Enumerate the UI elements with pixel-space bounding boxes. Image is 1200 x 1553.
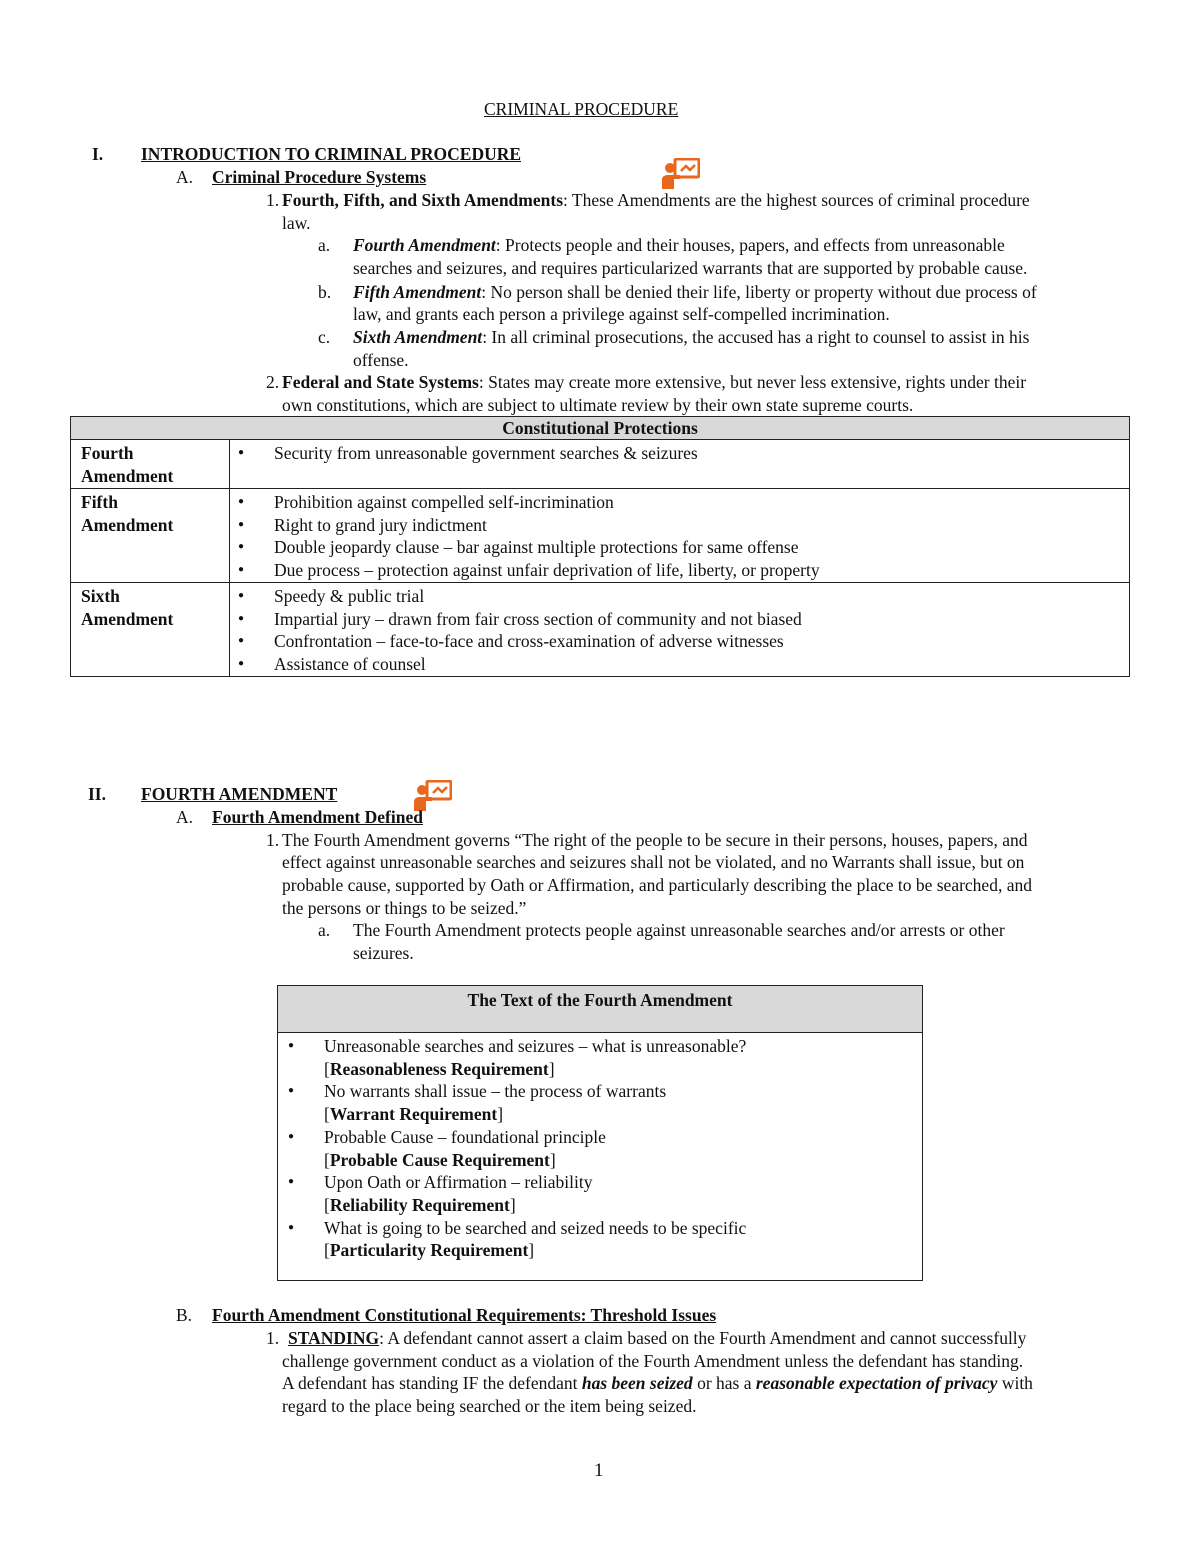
item-label: Federal and State Systems bbox=[282, 372, 479, 392]
paragraph-line bbox=[353, 234, 1005, 257]
item-text: offense. bbox=[353, 350, 409, 370]
list-item: ● Unreasonable searches and seizures – what is unreasonable? [Reasonableness Requirement] bbox=[278, 1035, 922, 1080]
list-item: ● Double jeopardy clause – bar against multiple protections for same offense bbox=[230, 536, 1129, 559]
paragraph-line: seizures. bbox=[353, 943, 414, 963]
requirement-label: Reasonableness Requirement bbox=[329, 1058, 549, 1079]
subsection-title: Criminal Procedure Systems bbox=[212, 167, 427, 187]
list-item: ● No warrants shall issue – the process of warrants [Warrant Requirement] bbox=[278, 1080, 922, 1125]
list-item: ● Due process – protection against unfair deprivation of life, liberty, or property bbox=[230, 559, 1129, 582]
list-number: 1. bbox=[266, 1328, 280, 1348]
list-item: ● Security from unreasonable government searches & seizures bbox=[230, 442, 1129, 465]
item-text: : No person shall be denied their life, liberty or property without due process of bbox=[481, 282, 1037, 302]
list-item: ● Speedy & public trial bbox=[230, 585, 1129, 608]
list-item: ● What is going to be searched and seized needs to be specific [Particularity Requirement] bbox=[278, 1217, 922, 1262]
paragraph-line bbox=[353, 326, 1029, 349]
paragraph-line bbox=[282, 1327, 1026, 1350]
item-label: Sixth Amendment bbox=[353, 327, 483, 347]
amendment-name: Sixth bbox=[81, 585, 120, 606]
table-row bbox=[71, 582, 1130, 676]
item-text: Probable Cause – foundational principle bbox=[324, 1126, 606, 1147]
table-header: The Text of the Fourth Amendment bbox=[278, 986, 922, 1033]
requirement-label: Reliability Requirement bbox=[329, 1194, 510, 1215]
subsection-letter: B. bbox=[176, 1305, 193, 1325]
rights-cell bbox=[230, 440, 1130, 489]
list-item: ● Right to grand jury indictment bbox=[230, 514, 1129, 537]
amendment-name: Amendment bbox=[81, 515, 174, 535]
list-letter: c. bbox=[318, 327, 331, 347]
item-text: What is going to be searched and seized needs to be specific bbox=[324, 1217, 747, 1238]
paragraph-line: effect against unreasonable searches and seizures shall not be violated, and no Warrants shall issue, but on bbox=[282, 852, 1025, 872]
amendment-name: Fifth bbox=[81, 492, 118, 512]
item-text: : A defendant cannot assert a claim based on the Fourth Amendment and cannot successfully bbox=[379, 1328, 1027, 1348]
item-label: STANDING bbox=[288, 1328, 380, 1348]
document-title: CRIMINAL PROCEDURE bbox=[484, 99, 679, 119]
item-text: : These Amendments are the highest sources of criminal procedure bbox=[563, 190, 1030, 210]
item-text: searches and seizures, and requires particularized warrants that are supported by probable cause. bbox=[353, 258, 1028, 278]
item-text: Unreasonable searches and seizures – what is unreasonable? bbox=[324, 1036, 747, 1056]
item-text: : In all criminal prosecutions, the accused has a right to counsel to assist in his bbox=[482, 327, 1030, 347]
item-label: Fourth, Fifth, and Sixth Amendments bbox=[282, 190, 564, 210]
item-label: Fourth Amendment bbox=[353, 235, 496, 255]
section-numeral: I. bbox=[92, 144, 104, 164]
amendment-name: Amendment bbox=[81, 466, 174, 486]
list-letter: a. bbox=[318, 235, 331, 255]
subsection-title: Fourth Amendment Defined bbox=[212, 807, 423, 827]
list-number: 2. bbox=[266, 372, 280, 392]
rights-cell bbox=[230, 582, 1130, 676]
amendment-name: Amendment bbox=[81, 608, 174, 629]
amendment-cell bbox=[71, 440, 230, 489]
amendment-name: Fourth bbox=[81, 443, 134, 463]
table-row bbox=[71, 489, 1130, 583]
item-text: : Protects people and their houses, papers, and effects from unreasonable bbox=[495, 235, 1005, 255]
list-item: ● Impartial jury – drawn from fair cross section of community and not biased bbox=[230, 608, 1129, 631]
list-item: ● Confrontation – face-to-face and cross-examination of adverse witnesses bbox=[230, 630, 1129, 653]
list-item: ● Probable Cause – foundational principle [Probable Cause Requirement] bbox=[278, 1126, 922, 1171]
item-text: with bbox=[997, 1373, 1033, 1393]
item-text: No warrants shall issue – the process of warrants bbox=[324, 1081, 667, 1102]
table-header: Constitutional Protections bbox=[71, 417, 1130, 440]
emphasis-text: reasonable expectation of privacy bbox=[755, 1373, 998, 1393]
requirement-label: Particularity Requirement bbox=[329, 1240, 529, 1261]
subsection-title: Fourth Amendment Constitutional Requirements: Threshold Issues bbox=[212, 1305, 717, 1325]
amendment-cell bbox=[71, 582, 230, 676]
item-text: : States may create more extensive, but never less extensive, rights under their bbox=[478, 372, 1027, 392]
paragraph-line bbox=[282, 189, 1030, 212]
item-text: Upon Oath or Affirmation – reliability bbox=[324, 1172, 593, 1193]
item-text: law, and grants each person a privilege against self-compelled incrimination. bbox=[353, 304, 890, 324]
item-label: Fifth Amendment bbox=[353, 282, 482, 302]
list-item: ● Upon Oath or Affirmation – reliability [Reliability Requirement] bbox=[278, 1171, 922, 1216]
list-letter: a. bbox=[318, 920, 331, 940]
paragraph-line: The Fourth Amendment governs “The right of the people to be secure in their persons, houses, papers, and bbox=[282, 830, 1028, 850]
paragraph-line bbox=[282, 1372, 1033, 1395]
list-item: ● Prohibition against compelled self-incrimination bbox=[230, 491, 1129, 514]
paragraph-line bbox=[282, 371, 1026, 394]
section-title: FOURTH AMENDMENT bbox=[141, 784, 338, 804]
paragraph-line: probable cause, supported by Oath or Affirmation, and particularly describing the place to be searched, and bbox=[282, 875, 1032, 895]
constitutional-protections-table bbox=[70, 416, 1130, 677]
rights-cell bbox=[230, 489, 1130, 583]
section-title: INTRODUCTION TO CRIMINAL PROCEDURE bbox=[141, 144, 522, 164]
presentation-icon[interactable] bbox=[662, 158, 700, 190]
list-letter: b. bbox=[318, 282, 332, 302]
emphasis-text: has been seized bbox=[581, 1373, 693, 1393]
paragraph-line bbox=[353, 281, 1037, 304]
list-item: ● Assistance of counsel bbox=[230, 653, 1129, 676]
requirement-label: Warrant Requirement bbox=[329, 1104, 498, 1125]
section-numeral: II. bbox=[88, 784, 106, 804]
requirement-label: Probable Cause Requirement bbox=[329, 1149, 550, 1170]
item-text: or has a bbox=[692, 1373, 756, 1393]
amendment-cell bbox=[71, 489, 230, 583]
item-text: law. bbox=[282, 213, 311, 233]
table-row bbox=[71, 440, 1130, 489]
item-text: A defendant has standing IF the defendant bbox=[282, 1373, 582, 1393]
list-number: 1. bbox=[266, 190, 280, 210]
paragraph-line: challenge government conduct as a violation of the Fourth Amendment unless the defendant has standing. bbox=[282, 1351, 1024, 1371]
fourth-amendment-text-table bbox=[277, 985, 923, 1281]
item-text: own constitutions, which are subject to ultimate review by their own state supreme courts. bbox=[282, 395, 914, 415]
paragraph-line: The Fourth Amendment protects people against unreasonable searches and/or arrests or other bbox=[353, 920, 1005, 940]
subsection-letter: A. bbox=[176, 167, 194, 187]
page-number: 1 bbox=[594, 1460, 604, 1481]
subsection-letter: A. bbox=[176, 807, 194, 827]
list-number: 1. bbox=[266, 830, 280, 850]
paragraph-line: regard to the place being searched or the item being seized. bbox=[282, 1396, 697, 1416]
paragraph-line: the persons or things to be seized.” bbox=[282, 898, 527, 918]
